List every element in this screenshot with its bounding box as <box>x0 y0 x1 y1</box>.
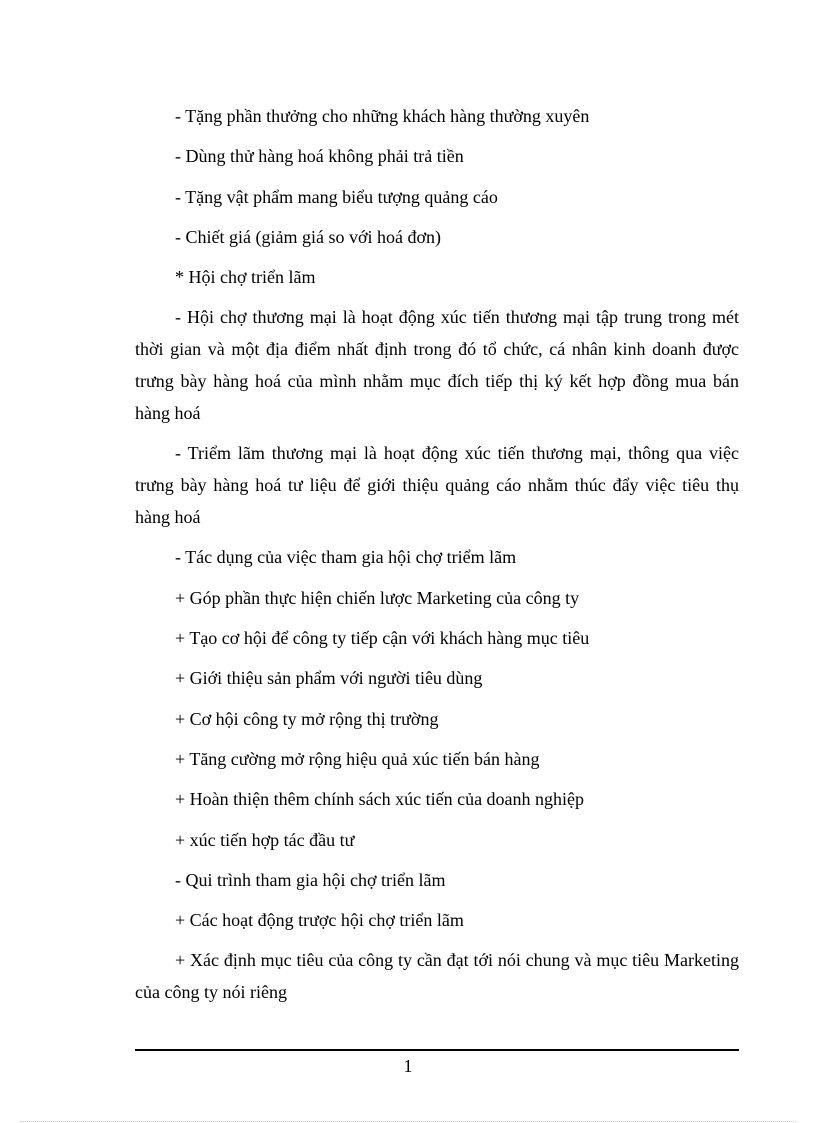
list-item-investment: + xúc tiến hợp tác đầu tư <box>175 829 355 850</box>
list-item-marketing-strategy: + Góp phần thực hiện chiến lược Marketing của công ty <box>175 587 580 608</box>
paragraph-exhibition-definition: - Triểm lãm thương mại là hoạt động xúc tiến thương mại, thông qua việc trưng bày hàng hoá tư liệu để giới thiệu quảng cáo nhằm thúc đẩy việc tiêu thụ hàng hoá <box>135 443 739 528</box>
page-number: 1 <box>403 1056 413 1076</box>
paragraph-branded-gifts: - Tặng vật phẩm mang biểu tượng quảng cáo <box>175 186 498 207</box>
page-bottom-border <box>20 1121 796 1122</box>
paragraph-process-heading: - Qui trình tham gia hội chợ triển lãm <box>175 869 446 890</box>
footer-divider <box>135 1049 739 1051</box>
paragraph-reward-customers: - Tặng phần thưởng cho những khách hàng thường xuyên <box>175 106 590 126</box>
list-item-pre-fair-activities: + Các hoạt động trược hội chợ triển lãm <box>175 910 464 931</box>
document-body <box>135 100 739 1016</box>
list-item-promotion-policy: + Hoàn thiện thêm chính sách xúc tiến của doanh nghiệp <box>175 789 585 810</box>
paragraph-trade-fair-definition: - Hội chợ thương mại là hoạt động xúc tiến thương mại tập trung trong mét thời gian và một địa điểm nhất định trong đó tổ chức, cá nhân kinh doanh được trưng bày hàng hoá của mình nhằm mục đích tiếp thị ký kết hợp đồng mua bán hàng hoá <box>135 307 739 424</box>
paragraph-free-trial: - Dùng thử hàng hoá không phải trả tiền <box>175 146 464 167</box>
paragraph-benefits-heading: - Tác dụng của việc tham gia hội chợ triểm lãm <box>175 547 517 568</box>
list-item-expand-market: + Cơ hội công ty mở rộng thị trường <box>175 708 439 729</box>
section-heading-trade-fair: * Hội chợ triển lãm <box>175 267 316 288</box>
paragraph-discount: - Chiết giá (giảm giá so với hoá đơn) <box>175 226 441 247</box>
list-item-sales-promotion: + Tăng cường mở rộng hiệu quả xúc tiến bán hàng <box>175 748 540 769</box>
list-item-introduce-products: + Giới thiệu sản phẩm với người tiêu dùng <box>175 668 483 689</box>
list-item-target-customers: + Tạo cơ hội để công ty tiếp cận với khách hàng mục tiêu <box>175 628 590 649</box>
list-item-define-objectives: + Xác định mục tiêu của công ty cần đạt tới nói chung và mục tiêu Marketing của công ty nói riêng <box>135 950 739 1003</box>
